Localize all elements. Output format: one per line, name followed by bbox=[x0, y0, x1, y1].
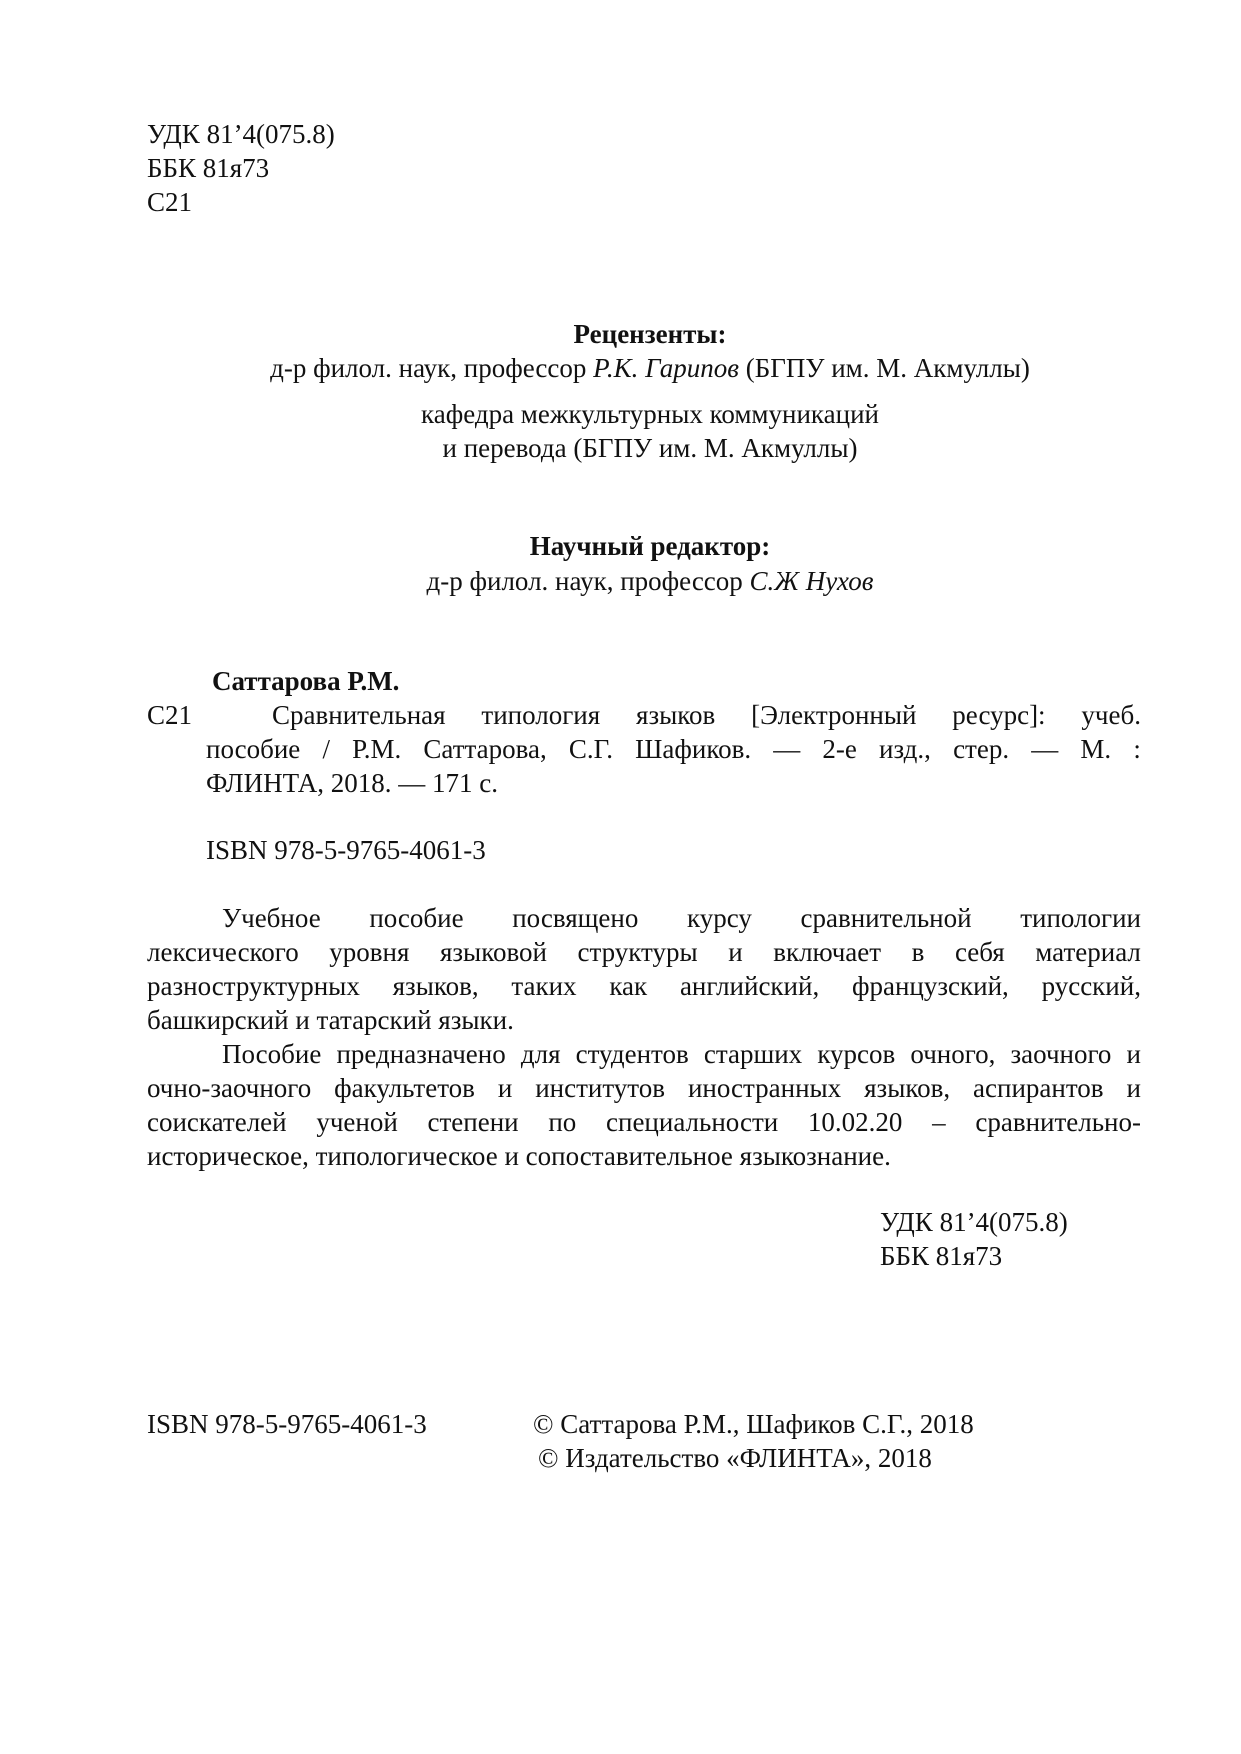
word: : bbox=[1133, 734, 1141, 764]
word: материал bbox=[1035, 937, 1141, 967]
word: включает bbox=[773, 937, 882, 967]
bib-author: Саттарова Р.М. bbox=[212, 666, 400, 696]
word: С.Г. bbox=[568, 734, 613, 764]
word: старших bbox=[703, 1039, 803, 1069]
word: курсу bbox=[686, 903, 752, 933]
word: в bbox=[911, 937, 925, 967]
word: пособие bbox=[369, 903, 464, 933]
word: очного, bbox=[910, 1039, 996, 1069]
word: языков bbox=[636, 700, 716, 730]
word: — bbox=[1031, 734, 1059, 764]
editor-name: С.Ж Нухов bbox=[749, 566, 874, 596]
word: русский, bbox=[1041, 971, 1141, 1001]
word: степени bbox=[427, 1107, 519, 1137]
annotation-p2-line-1 bbox=[222, 1038, 1141, 1070]
bottom-udk-code: УДК 81’4(075.8) bbox=[880, 1207, 1068, 1237]
annotation-p2-line-3 bbox=[147, 1106, 1141, 1138]
word: как bbox=[609, 971, 648, 1001]
reviewer-1-name: Р.К. Гарипов bbox=[593, 353, 740, 383]
word: стер. bbox=[953, 734, 1010, 764]
word: Учебное bbox=[222, 903, 321, 933]
word: и bbox=[1126, 1039, 1141, 1069]
word: и bbox=[1126, 1073, 1141, 1103]
word: французский, bbox=[851, 971, 1009, 1001]
word: аспирантов bbox=[973, 1073, 1104, 1103]
annotation-p1-line-3 bbox=[147, 970, 1141, 1002]
bib-line-1 bbox=[272, 699, 1141, 731]
word: курсов bbox=[817, 1039, 896, 1069]
word: посвящено bbox=[512, 903, 639, 933]
word: уровня bbox=[329, 937, 410, 967]
copyright-isbn: ISBN 978-5-9765-4061-3 bbox=[147, 1409, 427, 1439]
word: – bbox=[932, 1107, 946, 1137]
reviewers-heading: Рецензенты: bbox=[573, 319, 727, 349]
editor-heading: Научный редактор: bbox=[529, 531, 771, 561]
word: заочного bbox=[1010, 1039, 1112, 1069]
word: специальности bbox=[606, 1107, 779, 1137]
reviewer-2-line-2: и перевода (БГПУ им. М. Акмуллы) bbox=[442, 433, 858, 463]
bib-line-2 bbox=[206, 733, 1141, 765]
word: соискателей bbox=[147, 1107, 287, 1137]
word: учеб. bbox=[1081, 700, 1141, 730]
bottom-bbk-code: ББК 81я73 bbox=[880, 1241, 1003, 1271]
author-mark: С21 bbox=[147, 187, 193, 217]
bib-line-3: ФЛИНТА, 2018. — 171 с. bbox=[206, 768, 498, 798]
editor-title: д-р филол. наук, профессор bbox=[426, 566, 750, 596]
word: иностранных bbox=[687, 1073, 842, 1103]
word: и bbox=[497, 1073, 513, 1103]
udk-code: УДК 81’4(075.8) bbox=[147, 119, 335, 149]
word: для bbox=[520, 1039, 561, 1069]
annotation-p2-line-4: историческое, типологическое и сопоставительное языкознание. bbox=[147, 1141, 891, 1171]
bib-isbn: ISBN 978-5-9765-4061-3 bbox=[206, 835, 486, 865]
bib-mark: С21 bbox=[147, 700, 193, 730]
word: языков, bbox=[864, 1073, 951, 1103]
word: языковой bbox=[439, 937, 547, 967]
annotation-p1-line-1 bbox=[222, 902, 1141, 934]
word: разноструктурных bbox=[147, 971, 360, 1001]
word: типология bbox=[481, 700, 601, 730]
annotation-p1-line-4: башкирский и татарский языки. bbox=[147, 1005, 514, 1035]
reviewer-1 bbox=[0, 352, 1241, 385]
word: ресурс]: bbox=[952, 700, 1046, 730]
word: английский, bbox=[679, 971, 820, 1001]
word: студентов bbox=[575, 1039, 689, 1069]
word: 10.02.20 bbox=[807, 1107, 903, 1137]
copyright-authors: © Саттарова Р.М., Шафиков С.Г., 2018 bbox=[533, 1409, 974, 1439]
word: факультетов bbox=[334, 1073, 475, 1103]
word: / bbox=[322, 734, 330, 764]
word: М. bbox=[1080, 734, 1112, 764]
word: Саттарова, bbox=[423, 734, 547, 764]
word: Пособие bbox=[222, 1039, 322, 1069]
reviewer-2-line-1: кафедра межкультурных коммуникаций bbox=[421, 399, 879, 429]
bbk-code: ББК 81я73 bbox=[147, 153, 270, 183]
word: 2-е bbox=[822, 734, 857, 764]
reviewer-1-title: д-р филол. наук, профессор bbox=[270, 353, 594, 383]
word: Шафиков. bbox=[635, 734, 752, 764]
word: структуры bbox=[577, 937, 698, 967]
word: институтов bbox=[535, 1073, 666, 1103]
word: предназначено bbox=[336, 1039, 506, 1069]
word: сравнительно- bbox=[975, 1107, 1141, 1137]
word: типологии bbox=[1020, 903, 1141, 933]
word: — bbox=[773, 734, 801, 764]
word: [Электронный bbox=[751, 700, 917, 730]
word: изд., bbox=[879, 734, 931, 764]
word: Р.М. bbox=[352, 734, 402, 764]
copyright-publisher: © Издательство «ФЛИНТА», 2018 bbox=[538, 1443, 932, 1473]
word: сравнительной bbox=[800, 903, 972, 933]
annotation-p2-line-2 bbox=[147, 1072, 1141, 1104]
word: ученой bbox=[316, 1107, 398, 1137]
word: Сравнительная bbox=[272, 700, 446, 730]
reviewer-1-affiliation: (БГПУ им. М. Акмуллы) bbox=[739, 353, 1030, 383]
word: себя bbox=[954, 937, 1005, 967]
annotation-p1-line-2 bbox=[147, 936, 1141, 968]
word: пособие bbox=[206, 734, 301, 764]
word: и bbox=[728, 937, 743, 967]
editor-line bbox=[0, 565, 1241, 598]
word: по bbox=[548, 1107, 577, 1137]
word: языков, bbox=[392, 971, 479, 1001]
word: лексического bbox=[147, 937, 299, 967]
word: таких bbox=[511, 971, 577, 1001]
word: очно-заочного bbox=[147, 1073, 312, 1103]
